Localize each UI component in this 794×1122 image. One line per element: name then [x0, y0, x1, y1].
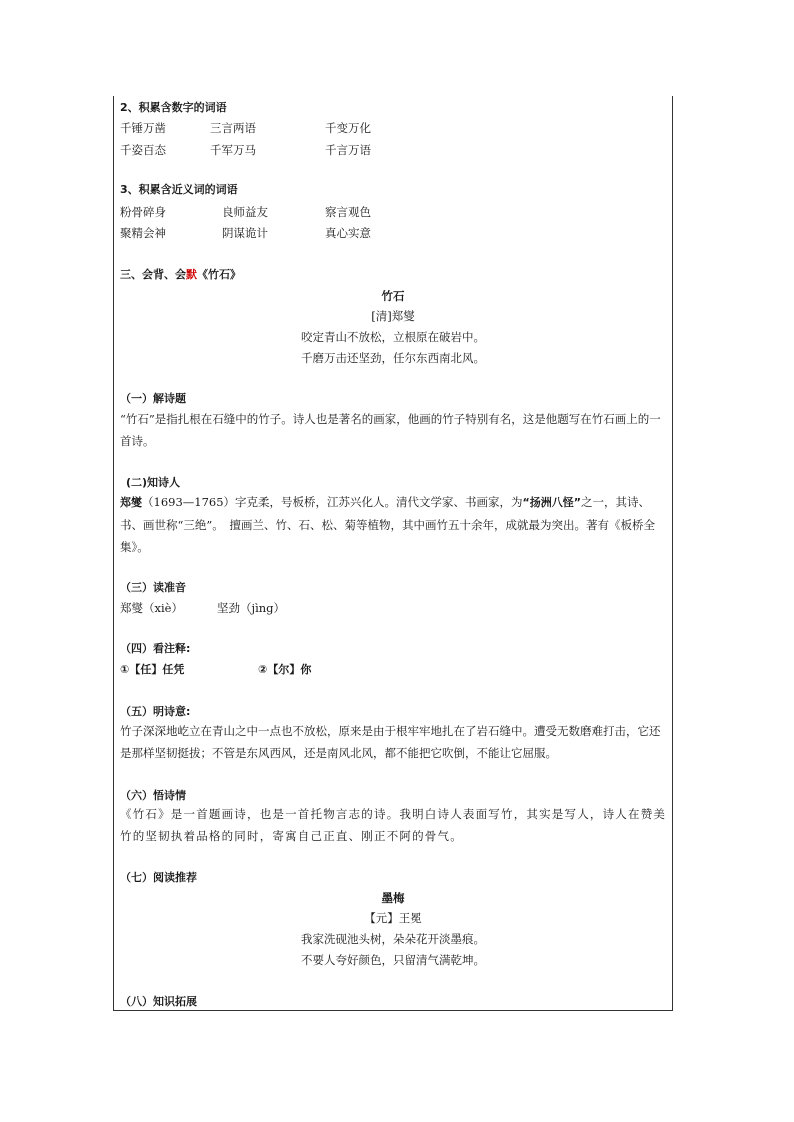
- word-item: 聚精会神: [120, 226, 166, 240]
- word-item: 阴谋诡计: [222, 226, 268, 240]
- section-heading-wu: （六）悟诗情: [120, 789, 186, 802]
- section-heading-synonyms: 3、积累含近义词的词语: [120, 183, 238, 196]
- annotation-item: ②【尔】你: [258, 663, 312, 676]
- word-item: 千言万语: [325, 143, 371, 157]
- section-heading-du: （三）读准音: [120, 581, 186, 594]
- section-heading-jie: （一）解诗题: [120, 392, 186, 405]
- poet-name: 郑燮: [120, 496, 142, 509]
- paragraph-ming: 竹子深深地屹立在青山之中一点也不放松，原来是由于根牢牢地扎在了岩石缝中。遭受无数磨难打击，它还是那样坚韧挺拔；不管是东风西风，还是南风北风，都不能把它吹倒，不能让它屈服。: [120, 724, 661, 760]
- word-item: 千军万马: [210, 143, 256, 157]
- poem-title: 竹石: [381, 289, 405, 303]
- poem-line: 不要人夸好颜色，只留清气满乾坤。: [301, 953, 485, 967]
- word-item: 三言两语: [210, 121, 256, 135]
- word-item: 千姿百态: [120, 143, 166, 157]
- word-item: 千变万化: [325, 121, 371, 135]
- poem-title: 墨梅: [381, 891, 405, 905]
- pronunciation-item: 郑燮（xiè）: [120, 601, 183, 615]
- paragraph-wu: 《竹石》是一首题画诗，也是一首托物言志的诗。我明白诗人表面写竹，其实是写人，诗人在赞美竹的坚韧执着品格的同时，寄寓自己正直、刚正不阿的骨气。: [120, 807, 667, 843]
- poem-author: 【元】王冕: [364, 911, 422, 925]
- section-heading-kan: （四）看注释:: [120, 642, 191, 655]
- word-item: 察言观色: [325, 205, 371, 219]
- paragraph-zhi: [120, 491, 668, 558]
- section-heading-ming: （五）明诗意:: [120, 705, 191, 718]
- section-heading-yue: （七）阅读推荐: [120, 871, 197, 884]
- word-item: 千锤万凿: [120, 121, 166, 135]
- part-heading-post: 《竹石》: [197, 268, 241, 281]
- poem-author: [清]郑燮: [371, 309, 415, 323]
- word-item: 良师益友: [222, 205, 268, 219]
- poem-line: 我家洗砚池头树，朵朵花开淡墨痕。: [301, 932, 485, 946]
- pronunciation-item: 坚劲（jìng）: [217, 601, 286, 615]
- poet-bio-part: 之一，其诗、书、画世称“三绝”。 擅画兰、竹、石、松、菊等植物，其中画竹五十余年，成就最为突出。著有《板桥全集》。: [120, 495, 656, 554]
- section-heading-numbers: 2、积累含数字的词语: [120, 101, 227, 114]
- part-heading-pre: 三、会背、会: [120, 268, 186, 281]
- section-heading-tuo: （八）知识拓展: [120, 995, 197, 1008]
- poem-line: 千磨万击还坚劲，任尔东西南北风。: [301, 351, 485, 365]
- poem-line: 咬定青山不放松，立根原在破岩中。: [301, 330, 485, 344]
- poet-bio-part: （1693—1765）字克柔，号板桥，江苏兴化人。清代文学家、书画家，为: [142, 495, 523, 509]
- word-item: 粉骨碎身: [120, 205, 166, 219]
- paragraph-jie: “竹石”是指扎根在石缝中的竹子。诗人也是著名的画家，他画的竹子特别有名，这是他题写在竹石画上的一首诗。: [120, 412, 661, 448]
- section-heading-zhi: (二)知诗人: [126, 476, 181, 489]
- annotation-item: ①【任】任凭: [120, 663, 185, 676]
- part-heading: [120, 268, 241, 282]
- part-heading-highlight: 默: [186, 268, 197, 281]
- poet-group: “扬洲八怪”: [522, 496, 581, 509]
- word-item: 真心实意: [325, 226, 371, 240]
